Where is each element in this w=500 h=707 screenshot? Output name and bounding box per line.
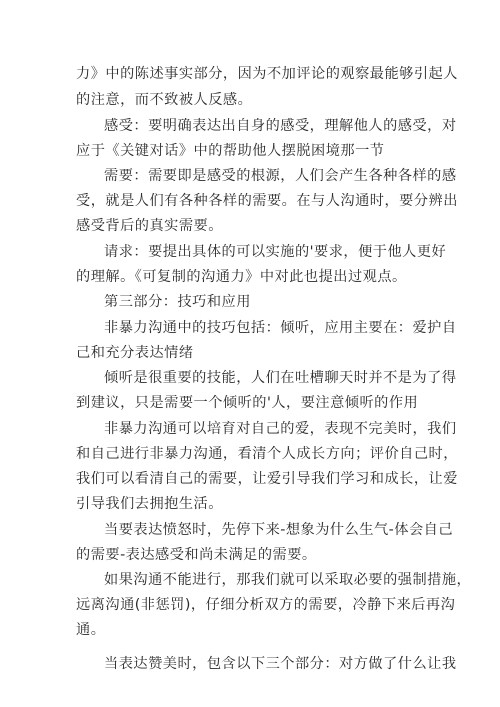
paragraph-line: 我们可以看清自己的需要，让爱引导我们学习和成长，让爱 xyxy=(76,471,458,487)
paragraph-line: 需要：需要即是感受的根源，人们会产生各种各样的感 xyxy=(104,168,457,184)
paragraph-line: 的需要-表达感受和尚未满足的需要。 xyxy=(76,547,317,563)
paragraph-line: 和自己进行非暴力沟通，看清个人成长方向；评价自己时， xyxy=(76,446,458,462)
paragraph-line: 己和充分表达情绪 xyxy=(76,345,194,361)
paragraph-line: 请求：要提出具体的可以实施的'要求，便于他人更好 xyxy=(104,244,447,260)
paragraph-line: 到建议，只是需要一个倾听的'人，要注意倾听的作用 xyxy=(76,395,419,411)
paragraph-line: 力》中的陈述事实部分，因为不加评论的观察最能够引起人 xyxy=(76,66,458,82)
paragraph-line: 当要表达愤怒时，先停下来-想象为什么生气-体会自己 xyxy=(104,522,454,538)
paragraph-line: 非暴力沟通中的技巧包括：倾听，应用主要在：爱护自 xyxy=(104,320,457,336)
paragraph-line: 感受：要明确表达出自身的感受，理解他人的感受，对 xyxy=(104,118,457,134)
paragraph-line: 如果沟通不能进行，那我们就可以采取必要的强制措施， xyxy=(104,572,472,588)
paragraph-line: 倾听是很重要的技能，人们在吐槽聊天时并不是为了得 xyxy=(104,370,457,386)
paragraph-line: 应于《关键对话》中的帮助他人摆脱困境那一节 xyxy=(76,143,385,159)
paragraph-line: 的注意，而不致被人反感。 xyxy=(76,92,253,108)
paragraph-line: 的理解。《可复制的沟通力》中对此也提出过观点。 xyxy=(76,269,407,285)
paragraph-line: 非暴力沟通可以培育对自己的爱，表现不完美时，我们 xyxy=(104,421,457,437)
paragraph-line: 通。 xyxy=(76,622,106,638)
paragraph-line: 感受背后的真实需要。 xyxy=(76,218,223,234)
section-heading: 第三部分：技巧和应用 xyxy=(104,294,251,310)
paragraph-line: 引导我们去拥抱生活。 xyxy=(76,496,223,512)
paragraph-line: 远离沟通(非惩罚)，仔细分析双方的需要，冷静下来后再沟 xyxy=(76,597,456,613)
paragraph-line: 受，就是人们有各种各样的需要。在与人沟通时，要分辨出 xyxy=(76,193,458,209)
paragraph-line: 当表达赞美时，包含以下三个部分：对方做了什么让我 xyxy=(104,656,457,672)
